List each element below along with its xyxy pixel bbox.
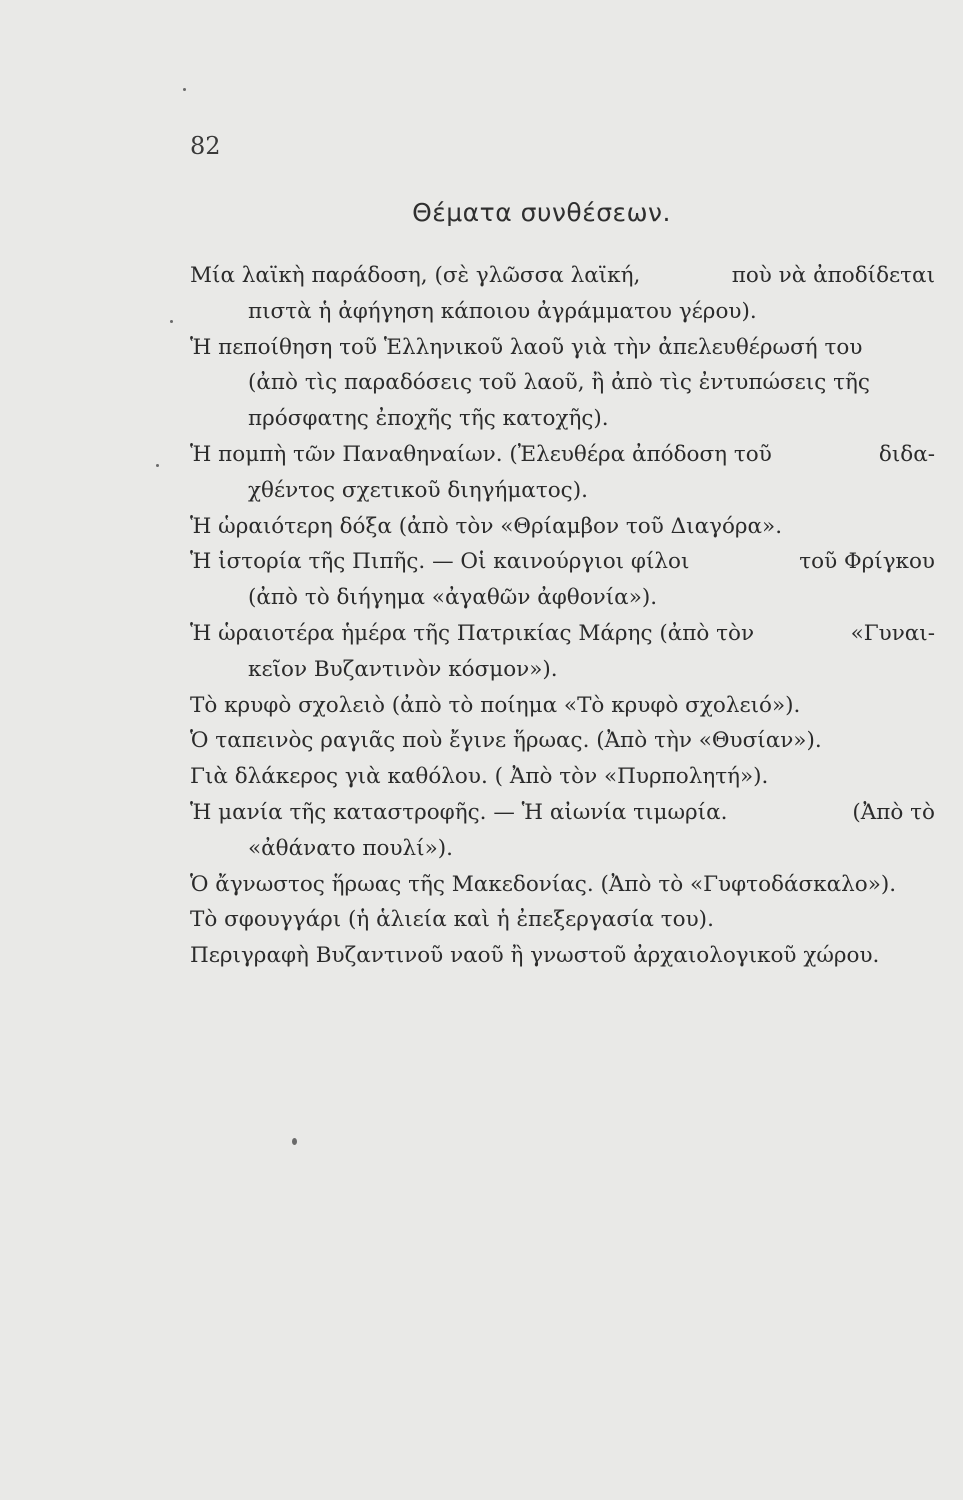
topic-line: Ἡ ὡραιότερη δόξα (ἀπὸ τὸν «Θρίαμβον τοῦ Διαγόρα». [190,513,783,539]
topic-line: Ἡ πεποίθηση τοῦ Ἑλληνικοῦ λαοῦ γιὰ τὴν ἀπελευθέρωσή του [190,334,863,360]
topic-list [190,258,935,974]
topic-line-continued: κεῖον Βυζαντινὸν κόσμον»). [248,656,558,682]
topic-line: Ἡ μανία τῆς καταστροφῆς. — Ἡ αἰωνία τιμωρία. (Ἀπὸ τὸ [190,799,935,825]
page-number: 82 [190,132,221,160]
topic-line-continued: (ἀπὸ τὸ διήγημα «ἀγαθῶν ἀφθονία»). [248,585,658,611]
section-heading: Θέματα συνθέσεων. [412,198,671,227]
topic-line: Ὁ ἄγνωστος ἥρωας τῆς Μακεδονίας. (Ἀπὸ τὸ «Γυφτοδάσκαλο»). [190,871,897,897]
topic-line-continued: χθέντος σχετικοῦ διηγήματος). [248,477,588,503]
topic-line: Τὸ κρυφὸ σχολειὸ (ἀπὸ τὸ ποίημα «Τὸ κρυφὸ σχολειό»). [190,692,801,718]
topic-line: Ὁ ταπεινὸς ραγιᾶς ποὺ ἔγινε ἥρωας. (Ἀπὸ τὴν «Θυσίαν»). [190,728,822,754]
ink-speck [170,320,173,323]
topic-line: Περιγραφὴ Βυζαντινοῦ ναοῦ ἢ γνωστοῦ ἀρχαιολογικοῦ χώρου. [190,943,880,969]
topic-line: Μία λαϊκὴ παράδοση, (σὲ γλῶσσα λαϊκή, ποὺ νὰ ἀποδίδεται [190,263,935,288]
topic-line-continued: πιστὰ ἡ ἀφήγηση κάποιου ἀγράμματου γέρου). [248,298,757,324]
topic-line-continued: πρόσφατης ἐποχῆς τῆς κατοχῆς). [248,406,609,432]
topic-line: Γιὰ δλάκερος γιὰ καθόλου. ( Ἀπὸ τὸν «Πυρπολητή»). [190,764,769,790]
topic-line: Τὸ σφουγγάρι (ἡ ἁλιεία καὶ ἡ ἐπεξεργασία του). [190,907,714,933]
topic-line: Ἡ ὡραιοτέρα ἡμέρα τῆς Πατρικίας Μάρης (ἀπὸ τὸν «Γυναι- [190,620,935,646]
ink-speck [183,88,186,91]
ink-speck [292,1138,297,1145]
topic-line: Ἡ ἱστορία τῆς Πιπῆς. — Οἱ καινούργιοι φίλοι τοῦ Φρίγκου [190,549,935,575]
ink-speck [156,464,159,467]
topic-line-continued: «ἀθάνατο πουλί»). [248,835,453,861]
topic-line-continued: (ἀπὸ τὶς παραδόσεις τοῦ λαοῦ, ἢ ἀπὸ τὶς ἐντυπώσεις τῆς [248,370,870,396]
topic-line: Ἡ πομπὴ τῶν Παναθηναίων. (Ἐλευθέρα ἀπόδοση τοῦ διδα- [190,441,935,467]
